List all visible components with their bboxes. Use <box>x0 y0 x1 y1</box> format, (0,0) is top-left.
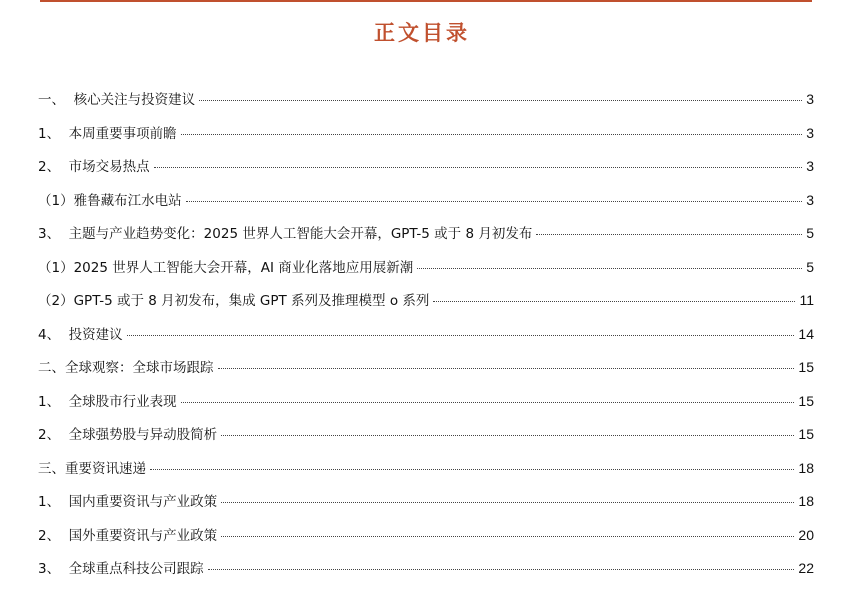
toc-entry[interactable] <box>36 222 814 256</box>
toc-entry-page: 15 <box>798 359 814 375</box>
toc-entry-label: 三、重要资讯速递 <box>38 460 146 477</box>
toc-entry-page: 3 <box>806 191 814 208</box>
toc-entry-label: 1、 本周重要事项前瞻 <box>38 125 177 142</box>
toc-entry[interactable] <box>36 88 814 122</box>
dot-leader <box>127 335 795 336</box>
toc-entry-page: 15 <box>798 426 814 442</box>
toc-entry-label: （1）2025 世界人工智能大会开幕，AI 商业化落地应用展新潮 <box>38 259 414 276</box>
toc-entry-label: 3、 主题与产业趋势变化：2025 世界人工智能大会开幕，GPT-5 或于 8 月初发布 <box>38 226 533 242</box>
toc-entry[interactable] <box>36 423 814 457</box>
toc-list <box>36 88 814 591</box>
toc-entry-page: 3 <box>806 124 814 141</box>
dot-leader <box>181 134 803 135</box>
toc-entry-page: 5 <box>806 258 814 275</box>
toc-entry[interactable] <box>36 122 814 156</box>
toc-entry[interactable] <box>36 189 814 223</box>
toc-entry-page: 5 <box>806 225 814 241</box>
dot-leader <box>417 268 802 269</box>
toc-entry-label: 2、 市场交易热点 <box>38 159 150 175</box>
toc-entry-label: 2、 国外重要资讯与产业政策 <box>38 527 218 544</box>
dot-leader <box>186 201 803 202</box>
dot-leader <box>208 569 795 570</box>
dot-leader <box>221 536 794 537</box>
toc-entry-page: 3 <box>806 158 814 174</box>
toc-title: 正文目录 <box>374 20 470 45</box>
dot-leader <box>221 502 794 503</box>
toc-entry-label: 一、 核心关注与投资建议 <box>38 92 196 108</box>
toc-entry-label: 2、 全球强势股与异动股简析 <box>38 427 218 443</box>
header-rule <box>40 0 812 2</box>
toc-entry-label: 二、全球观察：全球市场跟踪 <box>38 360 214 376</box>
toc-entry-label: （1）雅鲁藏布江水电站 <box>38 192 182 209</box>
toc-entry[interactable] <box>36 390 814 424</box>
dot-leader <box>536 234 802 235</box>
toc-entry-page: 18 <box>798 459 814 476</box>
dot-leader <box>181 402 795 403</box>
dot-leader <box>221 435 794 436</box>
toc-entry-label: 3、 全球重点科技公司跟踪 <box>38 561 204 577</box>
toc-entry[interactable] <box>36 557 814 591</box>
toc-entry[interactable] <box>36 457 814 491</box>
toc-entry-page: 11 <box>799 292 814 308</box>
toc-entry-page: 15 <box>798 392 814 409</box>
toc-entry-page: 22 <box>798 560 814 576</box>
toc-entry[interactable] <box>36 524 814 558</box>
toc-entry[interactable] <box>36 155 814 189</box>
toc-entry-page: 20 <box>798 526 814 543</box>
toc-entry-page: 3 <box>806 91 814 107</box>
toc-entry[interactable] <box>36 490 814 524</box>
toc-entry-page: 14 <box>798 325 814 342</box>
toc-entry[interactable] <box>36 289 814 323</box>
dot-leader <box>150 469 794 470</box>
toc-entry[interactable] <box>36 356 814 390</box>
toc-entry-label: 4、 投资建议 <box>38 326 123 343</box>
toc-entry-label: 1、 全球股市行业表现 <box>38 393 177 410</box>
toc-entry[interactable] <box>36 323 814 357</box>
toc-entry-label: 1、 国内重要资讯与产业政策 <box>38 494 218 510</box>
dot-leader <box>199 100 802 101</box>
dot-leader <box>218 368 795 369</box>
toc-entry[interactable] <box>36 256 814 290</box>
dot-leader <box>154 167 803 168</box>
toc-entry-label: （2）GPT-5 或于 8 月初发布，集成 GPT 系列及推理模型 o 系列 <box>38 293 430 309</box>
dot-leader <box>433 301 795 302</box>
toc-entry-page: 18 <box>798 493 814 509</box>
